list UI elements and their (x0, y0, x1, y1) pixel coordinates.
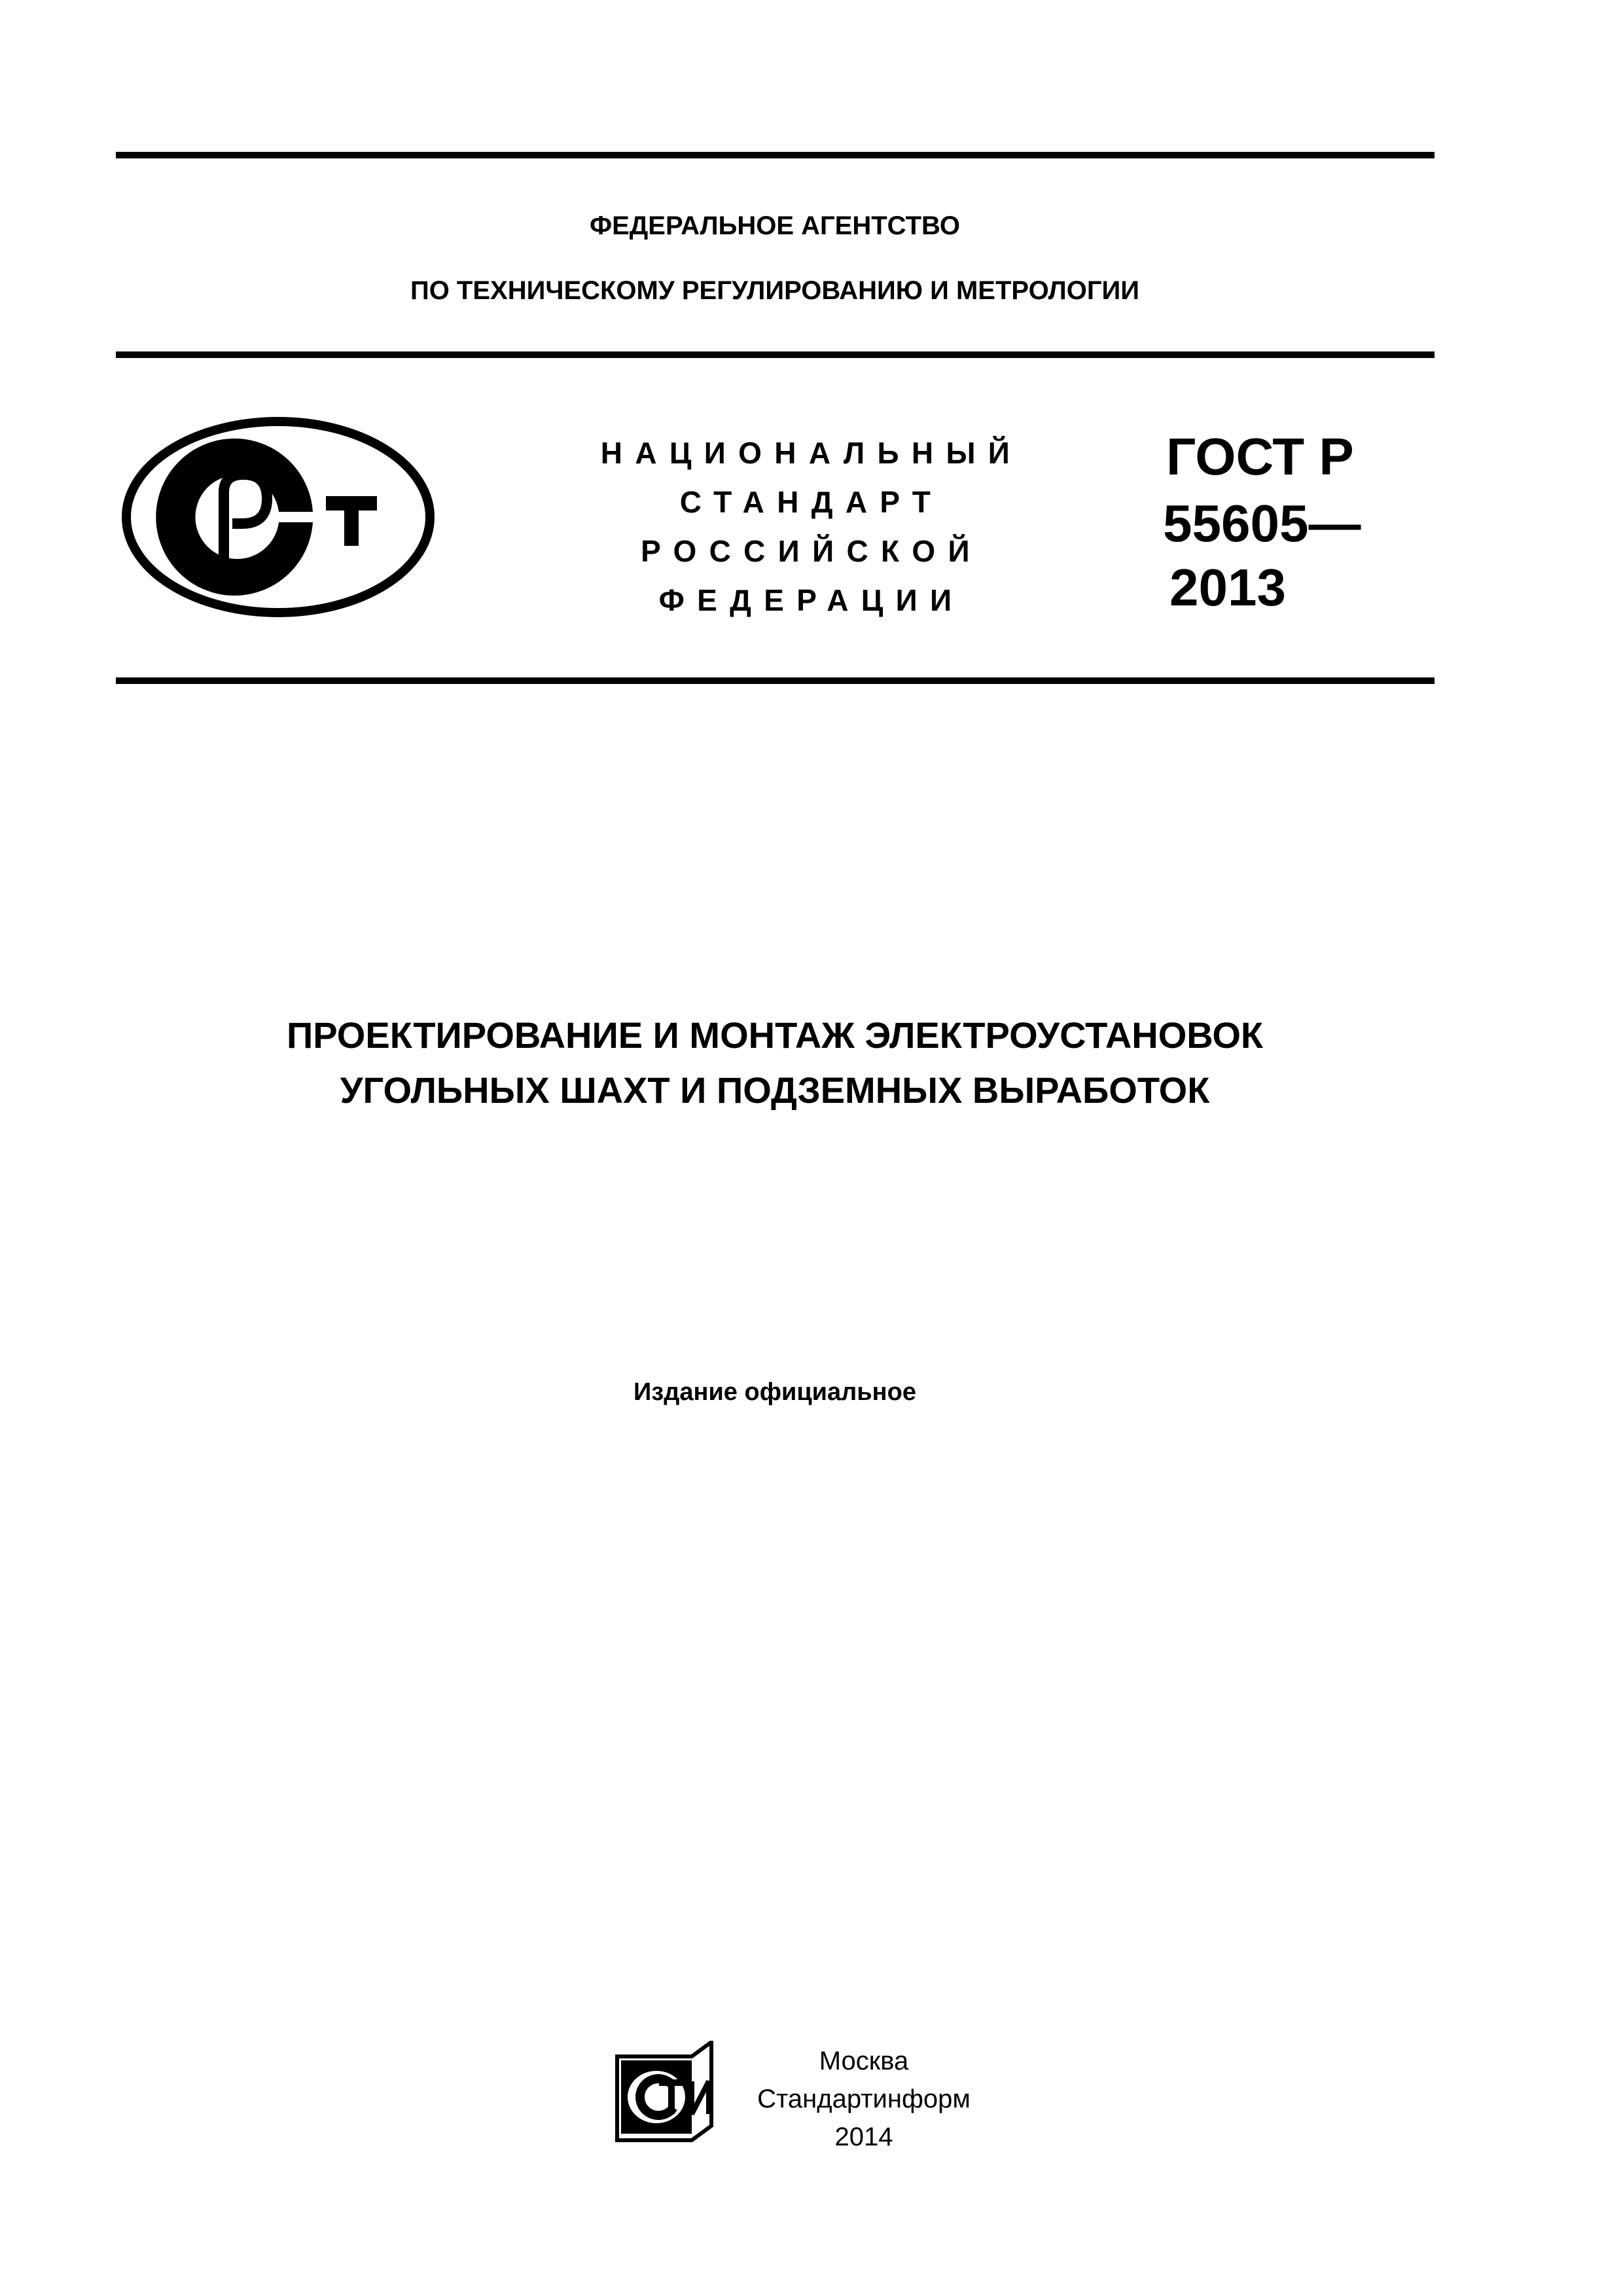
gost-designation-prefix: ГОСТ Р (1166, 427, 1354, 486)
document-title-line2: УГОЛЬНЫХ ШАХТ И ПОДЗЕМНЫХ ВЫРАБОТОК (340, 1069, 1210, 1111)
gost-designation-number: 55605— (1163, 494, 1361, 552)
national-standard-line: СТАНДАРТ (679, 485, 944, 519)
publisher-imprint (720, 2042, 1008, 2156)
national-standard-line: ФЕДЕРАЦИИ (658, 583, 965, 617)
edition-label: Издание официальное (633, 1378, 916, 1406)
publisher-city: Москва (819, 2047, 909, 2075)
header-rule (116, 351, 1435, 358)
standard-rule (116, 677, 1435, 684)
gost-designation-year: 2013 (1169, 558, 1286, 617)
publication-year: 2014 (834, 2123, 893, 2151)
document-title-line1: ПРОЕКТИРОВАНИЕ И МОНТАЖ ЭЛЕКТРОУСТАНОВОК (286, 1014, 1264, 1056)
rst-conformity-mark-icon (118, 412, 438, 622)
standartinform-logo-icon (613, 2041, 722, 2143)
publisher-name: Стандартинформ (757, 2085, 971, 2113)
national-standard-label (563, 429, 1060, 625)
agency-name-line2: ПО ТЕХНИЧЕСКОМУ РЕГУЛИРОВАНИЮ И МЕТРОЛОГИИ (410, 276, 1140, 305)
agency-name-line1: ФЕДЕРАЛЬНОЕ АГЕНТСТВО (589, 211, 961, 240)
top-rule (116, 152, 1435, 158)
national-standard-line: НАЦИОНАЛЬНЫЙ (600, 436, 1023, 470)
national-standard-line: РОССИЙСКОЙ (641, 534, 982, 568)
